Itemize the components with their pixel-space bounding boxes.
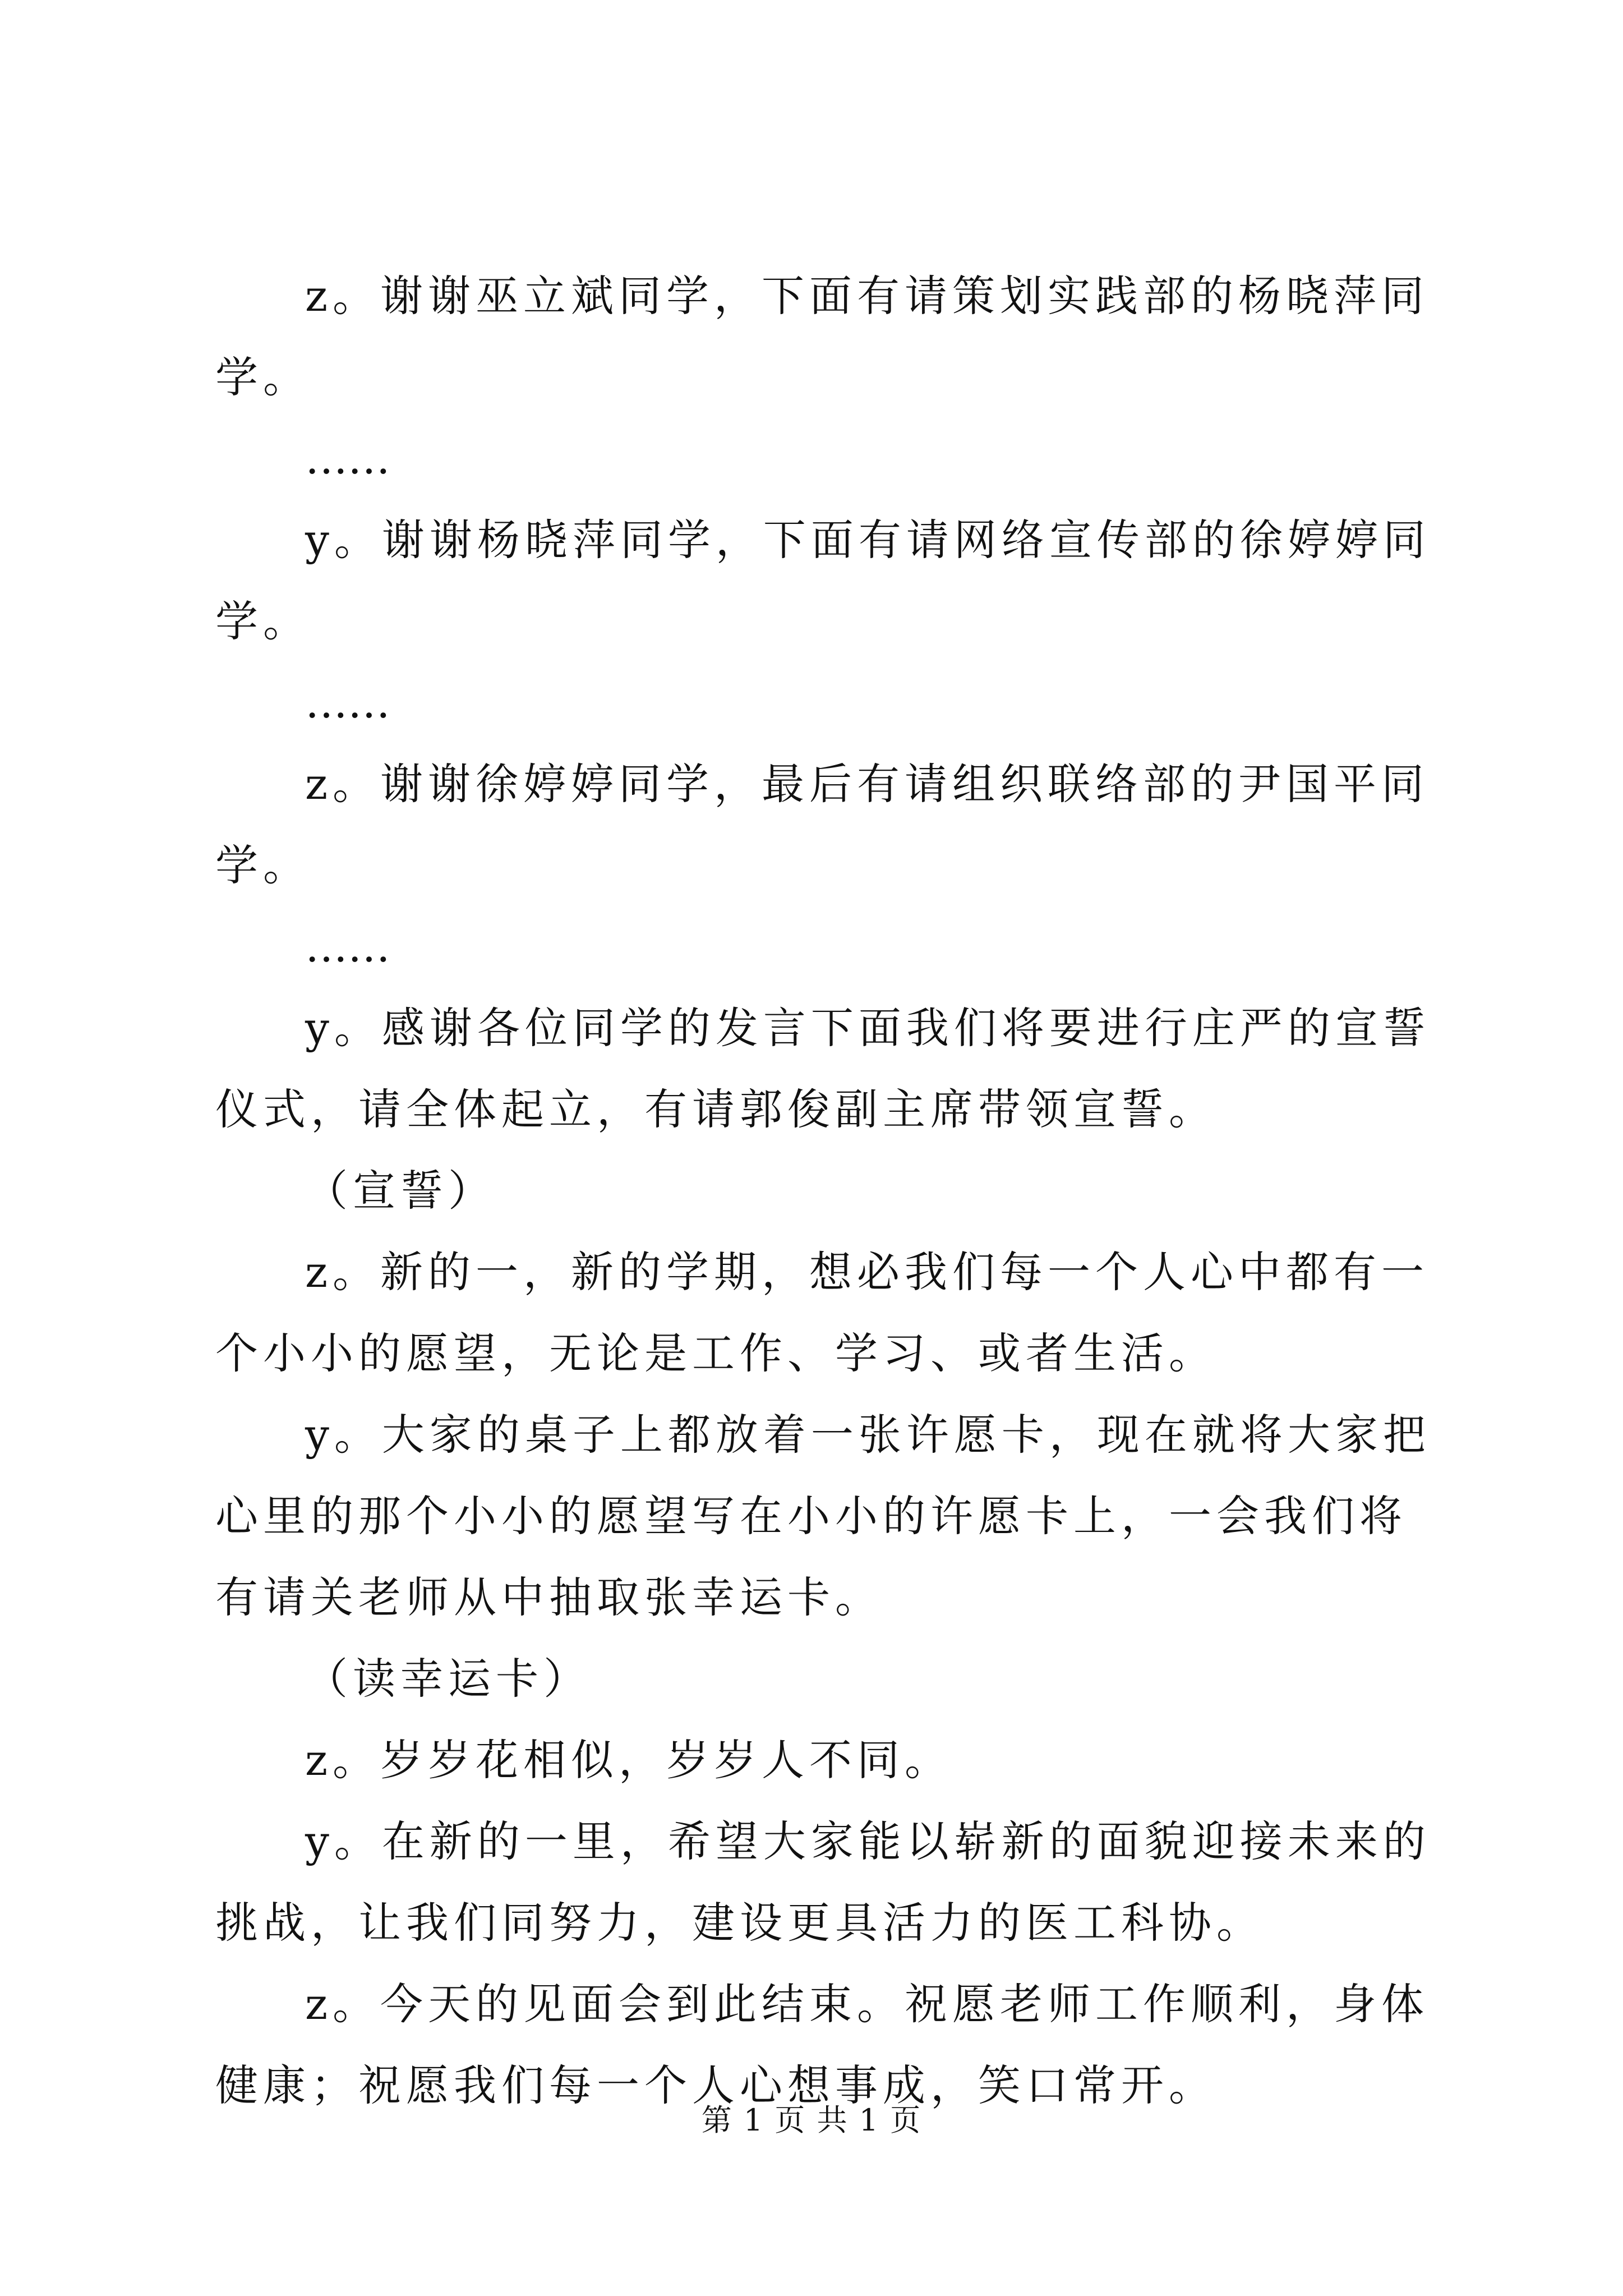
paragraph: z。谢谢巫立斌同学，下面有请策划实践部的杨晓萍同学。 [215, 271, 1430, 402]
paragraph: z。新的一，新的学期，想必我们每一个人心中都有一个小小的愿望，无论是工作、学习、或者生活。 [215, 1247, 1430, 1378]
paragraph: y。谢谢杨晓萍同学，下面有请网络宣传部的徐婷婷同学。 [215, 515, 1431, 646]
ellipsis-line: …… [305, 678, 390, 728]
paragraph: z。岁岁花相似，岁岁人不同。 [305, 1735, 953, 1785]
paragraph: z。谢谢徐婷婷同学，最后有请组织联络部的尹国平同学。 [215, 759, 1430, 890]
stage-direction: （读幸运卡） [305, 1654, 591, 1704]
stage-direction: （宣誓） [305, 1166, 496, 1216]
paragraph: z。今天的见面会到此结束。祝愿老师工作顺利，身体健康；祝愿我们每一个人心想事成，笑口常开。 [215, 1979, 1430, 2110]
paragraph: y。大家的桌子上都放着一张许愿卡，现在就将大家把心里的那个小小的愿望写在小小的许愿卡上，一会我们将有请关老师从中抽取张幸运卡。 [215, 1410, 1431, 1622]
paragraph: y。在新的一里，希望大家能以崭新的面貌迎接未来的挑战，让我们同努力，建设更具活力的医工科协。 [215, 1816, 1431, 1948]
document-body [215, 255, 1444, 2126]
page-footer: 第 1 页 共 1 页 [701, 2102, 922, 2138]
ellipsis-line: …… [305, 922, 390, 972]
paragraph: y。感谢各位同学的发言下面我们将要进行庄严的宣誓仪式，请全体起立，有请郭俊副主席带领宣誓。 [215, 1003, 1431, 1134]
ellipsis-line: …… [305, 434, 390, 484]
